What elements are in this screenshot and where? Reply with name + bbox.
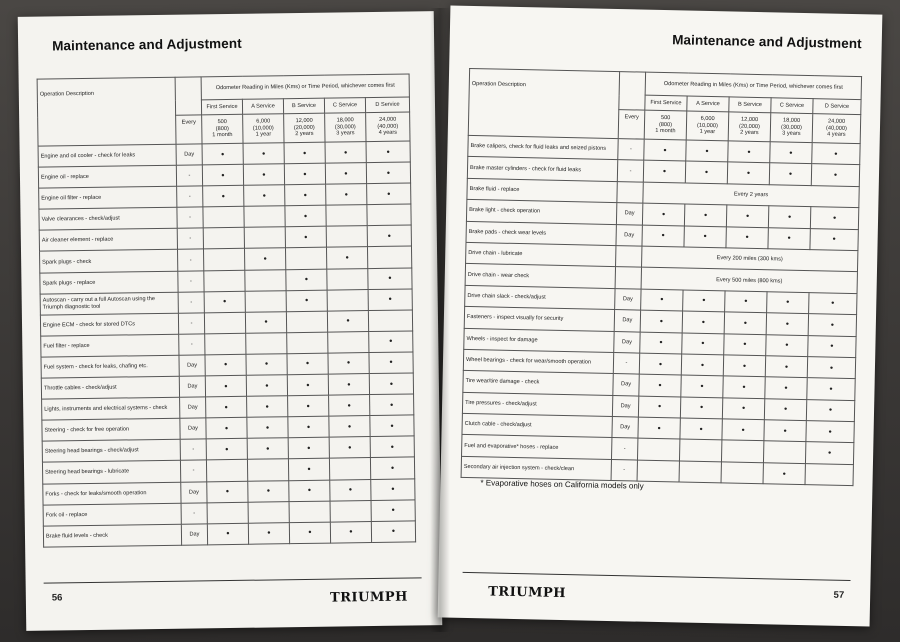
service-mark: • [808,314,856,336]
service-mark: • [243,143,284,165]
operation-description: Steering - check for free operation [42,418,180,441]
mileage-cell: 6,000 (10,000) 1 year [686,111,729,141]
operation-description: Fuel and evaporative* hoses - replace [462,435,612,460]
service-mark [285,248,326,270]
odometer-header: Odometer Reading in Miles (Kms) or Time Period, whichever comes first [201,74,409,100]
service-mark: • [368,268,412,290]
service-mark: • [205,375,246,397]
interval-cell: - [178,292,204,313]
service-mark: • [366,162,410,184]
service-mark [637,439,679,461]
service-mark: • [286,269,327,291]
interval-cell: - [617,160,643,182]
service-mark: • [243,164,284,186]
service-mark: • [638,396,680,418]
operation-description: Steering head bearings - check/adjust [42,440,180,463]
operation-description: Fuel system - check for leaks, chafing etc. [41,355,179,378]
operation-description: Brake fluid - replace [467,178,617,203]
service-mark: • [724,333,766,355]
operation-header: Operation Description [37,77,176,146]
service-mark: • [246,354,287,376]
operation-description: Engine ECM - check for stored DTCs [40,313,178,336]
mileage-cell: 18,000 (30,000) 3 years [770,113,813,143]
interval-cell: - [178,313,204,334]
service-mark: • [728,141,770,163]
operation-description: Drive chain - wear check [465,264,615,289]
service-mark: • [722,398,764,420]
service-mark [326,205,367,227]
service-mark: • [684,226,726,248]
interval-cell: - [180,439,206,460]
interval-cell: - [178,270,204,291]
service-mark [637,460,679,482]
service-mark: • [370,457,414,479]
service-mark [367,246,411,268]
interval-cell: Day [612,417,638,439]
service-mark: • [285,205,326,227]
interval-cell: Day [179,376,205,397]
operation-description: Fuel filter - replace [41,334,179,357]
interval-span: Every 2 years [643,182,859,208]
service-mark: • [766,334,808,356]
service-mark [289,501,330,523]
mileage-cell: 12,000 (20,000) 2 years [284,113,325,143]
interval-cell: - [611,459,637,481]
interval-cell: - [613,352,639,374]
interval-cell [617,181,643,203]
footnote: * Evaporative hoses on California models only [480,478,644,491]
service-header: First Service [645,95,687,111]
service-mark: • [681,375,723,397]
operation-description: Fasteners - inspect visually for security [464,307,614,332]
service-mark: • [206,417,247,439]
service-mark: • [685,161,727,183]
mileage-cell: 500 (800) 1 month [644,110,687,140]
service-mark [287,332,328,354]
service-mark: • [638,417,680,439]
service-mark: • [684,204,726,226]
interval-cell: - [181,502,207,523]
service-mark: • [808,335,856,357]
service-mark: • [288,459,329,481]
service-mark: • [326,184,367,206]
interval-cell: - [177,228,203,249]
interval-cell: Day [614,310,640,332]
service-mark: • [327,310,368,332]
service-mark: • [325,163,366,185]
service-header: C Service [771,98,813,114]
service-mark: • [330,521,371,543]
operation-description: Engine oil - replace [38,165,176,188]
service-mark [805,463,853,485]
service-mark: • [768,206,810,228]
service-mark [328,331,369,353]
book-gutter [430,8,450,632]
service-mark [721,440,763,462]
service-mark: • [369,331,413,353]
service-mark: • [205,354,246,376]
service-mark [204,312,245,334]
service-mark: • [371,500,415,522]
operation-description: Fork oil - replace [43,503,181,526]
interval-cell: Day [613,374,639,396]
service-mark: • [811,164,859,186]
service-header: A Service [242,99,283,115]
service-mark: • [641,289,683,311]
service-mark [245,269,286,291]
service-mark: • [284,163,325,185]
service-mark: • [244,185,285,207]
operation-description: Secondary air injection system - check/clean [461,456,611,481]
mileage-cell: 12,000 (20,000) 2 years [728,112,771,142]
service-header: C Service [324,98,365,114]
service-mark: • [727,162,769,184]
interval-cell: - [179,334,205,355]
service-mark [368,310,412,332]
operation-description: Brake master cylinders - check for fluid leaks [467,157,617,182]
interval-cell: Day [179,355,205,376]
interval-cell [615,267,641,289]
interval-cell: Day [612,395,638,417]
service-mark: • [763,463,805,485]
service-mark: • [244,248,285,270]
service-mark: • [203,185,244,207]
service-mark: • [328,374,369,396]
service-mark [205,333,246,355]
interval-cell: - [618,139,644,161]
interval-cell: - [611,438,637,460]
service-mark: • [805,442,853,464]
service-mark: • [325,142,366,164]
service-mark [247,459,288,481]
service-header: First Service [201,99,242,115]
left-page [18,11,443,631]
operation-description: Throttle cables - check/adjust [41,376,179,399]
service-header: B Service [283,98,324,114]
service-mark [207,502,248,524]
every-label: Every [176,115,202,144]
page-title: Maintenance and Adjustment [52,35,242,54]
service-mark: • [289,480,330,502]
table-row [43,521,415,547]
service-mark: • [247,417,288,439]
service-header: B Service [729,97,771,113]
service-mark [679,439,721,461]
service-mark: • [287,353,328,375]
service-mark: • [680,397,722,419]
header-blank [175,77,202,115]
interval-cell: Day [615,288,641,310]
service-mark: • [245,311,286,333]
service-mark: • [288,395,329,417]
service-mark: • [807,357,855,379]
service-mark: • [724,312,766,334]
operation-description: Wheels - inspect for damage [464,328,614,353]
operation-description: Brake calipers, check for fluid leaks and seized pistons [468,135,618,160]
service-mark: • [682,311,724,333]
service-mark [679,461,721,483]
service-mark: • [326,247,367,269]
service-mark [245,290,286,312]
service-mark: • [369,352,413,374]
service-mark: • [207,523,248,545]
service-mark: • [329,395,370,417]
mileage-cell: 500 (800) 1 month [202,114,243,144]
service-mark: • [766,313,808,335]
operation-header: Operation Description [468,68,619,138]
operation-description: Clutch cable - check/adjust [462,413,612,438]
operation-description: Engine oil filter - replace [39,186,177,209]
operation-description: Spark plugs - replace [40,271,178,294]
maintenance-table [461,68,863,486]
service-mark: • [640,332,682,354]
interval-cell: Day [616,203,642,225]
operation-description: Tire pressures - check/adjust [462,392,612,417]
service-mark: • [726,226,768,248]
service-mark: • [767,291,809,313]
service-mark: • [206,439,247,461]
every-label: Every [618,110,645,140]
service-mark: • [206,396,247,418]
interval-cell: - [177,249,203,270]
service-mark: • [287,374,328,396]
operation-description: Forks - check for leaks/smooth operation [43,482,181,505]
service-mark: • [681,354,723,376]
service-mark [244,206,285,228]
footer-rule [44,577,422,583]
service-mark [367,204,411,226]
operation-description: Valve clearances - check/adjust [39,208,177,231]
service-mark: • [680,418,722,440]
service-mark: • [328,353,369,375]
interval-span: Every 500 miles (800 kms) [641,267,857,293]
service-mark [330,500,371,522]
page-number: 56 [51,592,63,604]
service-mark [327,268,368,290]
service-mark [721,462,763,484]
footer-rule [463,572,851,581]
operation-description: Brake fluid levels - check [43,524,181,547]
service-mark: • [683,290,725,312]
service-mark: • [288,416,329,438]
header-blank [619,72,646,111]
operation-description: Air cleaner element - replace [39,229,177,252]
interval-span: Every 200 miles (300 kms) [642,246,858,272]
mileage-cell: 24,000 (40,000) 4 years [812,114,861,144]
service-mark: • [722,419,764,441]
service-mark [246,333,287,355]
service-mark: • [770,142,812,164]
interval-cell: - [176,165,202,186]
operation-description: Brake light - check operation [466,200,616,225]
service-mark: • [642,203,684,225]
page-number: 57 [833,589,845,601]
service-mark: • [370,415,414,437]
maintenance-table [37,73,417,547]
service-header: A Service [687,96,729,112]
operation-description: Drive chain slack - check/adjust [465,285,615,310]
interval-cell: Day [614,331,640,353]
operation-description: Autoscan - carry out a full Autoscan using the Triumph diagnostic tool [40,292,178,315]
interval-cell: - [180,460,206,481]
service-mark: • [248,522,289,544]
service-mark [763,441,805,463]
service-mark: • [810,207,858,229]
service-mark: • [369,373,413,395]
service-mark [244,227,285,249]
service-mark: • [366,141,410,163]
service-mark [203,249,244,271]
service-mark: • [640,310,682,332]
service-mark: • [370,394,414,416]
service-mark: • [768,227,810,249]
service-mark: • [329,437,370,459]
interval-cell: Day [616,224,642,246]
service-mark: • [723,355,765,377]
service-mark: • [207,481,248,503]
operation-description: Tire wear/tire damage - check [463,371,613,396]
service-mark: • [806,399,854,421]
service-mark [286,311,327,333]
interval-cell: Day [180,418,206,439]
service-mark: • [725,291,767,313]
interval-cell: - [177,186,203,207]
interval-cell [616,246,642,268]
service-mark: • [370,436,414,458]
service-mark: • [812,143,860,165]
right-page [438,6,883,627]
service-mark: • [682,332,724,354]
interval-cell: - [177,207,203,228]
service-mark: • [765,377,807,399]
service-mark: • [248,480,289,502]
service-mark: • [286,290,327,312]
interval-cell: Day [181,481,207,502]
service-mark: • [644,139,686,161]
operation-description: Drive chain - lubricate [466,242,616,267]
operation-description: Spark plugs - check [40,250,178,273]
service-mark: • [642,225,684,247]
operation-description: Brake pads - check wear levels [466,221,616,246]
service-mark: • [764,420,806,442]
odometer-header: Odometer Reading in Miles (Kms) or Time Period, whichever comes first [645,72,861,100]
service-mark: • [285,184,326,206]
service-header: D Service [813,99,861,115]
service-mark: • [288,437,329,459]
triumph-logo: TRIUMPH [488,584,567,602]
interval-cell: Day [181,524,207,545]
mileage-cell: 24,000 (40,000) 4 years [366,112,410,142]
service-mark: • [247,396,288,418]
service-mark: • [368,289,412,311]
service-mark: • [765,356,807,378]
service-header: D Service [365,97,409,113]
service-mark: • [807,378,855,400]
service-mark: • [246,375,287,397]
service-mark [206,460,247,482]
service-mark: • [810,228,858,250]
service-mark [327,289,368,311]
service-mark [203,207,244,229]
service-mark: • [643,161,685,183]
service-mark: • [202,143,243,165]
service-mark: • [330,479,371,501]
service-mark [203,228,244,250]
service-mark: • [371,521,415,543]
operation-description: Steering head bearings - lubricate [42,461,180,484]
mileage-cell: 6,000 (10,000) 1 year [243,114,284,144]
service-mark: • [639,374,681,396]
service-mark: • [367,183,411,205]
interval-cell: Day [176,144,202,165]
service-mark: • [329,416,370,438]
triumph-logo: TRIUMPH [329,589,408,606]
operation-description: Engine and oil cooler - check for leaks [38,144,176,167]
service-mark: • [371,478,415,500]
service-mark: • [723,376,765,398]
service-mark: • [367,225,411,247]
service-mark: • [289,522,330,544]
operation-description: Lights, instruments and electrical systems - check [42,397,180,420]
service-mark: • [806,421,854,443]
service-mark: • [247,438,288,460]
service-mark [326,226,367,248]
page-title: Maintenance and Adjustment [672,32,862,52]
service-mark [248,501,289,523]
service-mark: • [769,163,811,185]
service-mark: • [204,291,245,313]
service-mark: • [726,205,768,227]
mileage-cell: 18,000 (30,000) 3 years [325,113,366,143]
service-mark: • [285,227,326,249]
operation-description: Wheel bearings - check for wear/smooth operation [463,349,613,374]
service-mark: • [686,140,728,162]
service-mark [204,270,245,292]
service-mark: • [764,398,806,420]
service-mark: • [809,292,857,314]
service-mark: • [639,353,681,375]
service-mark: • [202,164,243,186]
service-mark: • [284,142,325,164]
service-mark [329,458,370,480]
interval-cell: Day [180,397,206,418]
